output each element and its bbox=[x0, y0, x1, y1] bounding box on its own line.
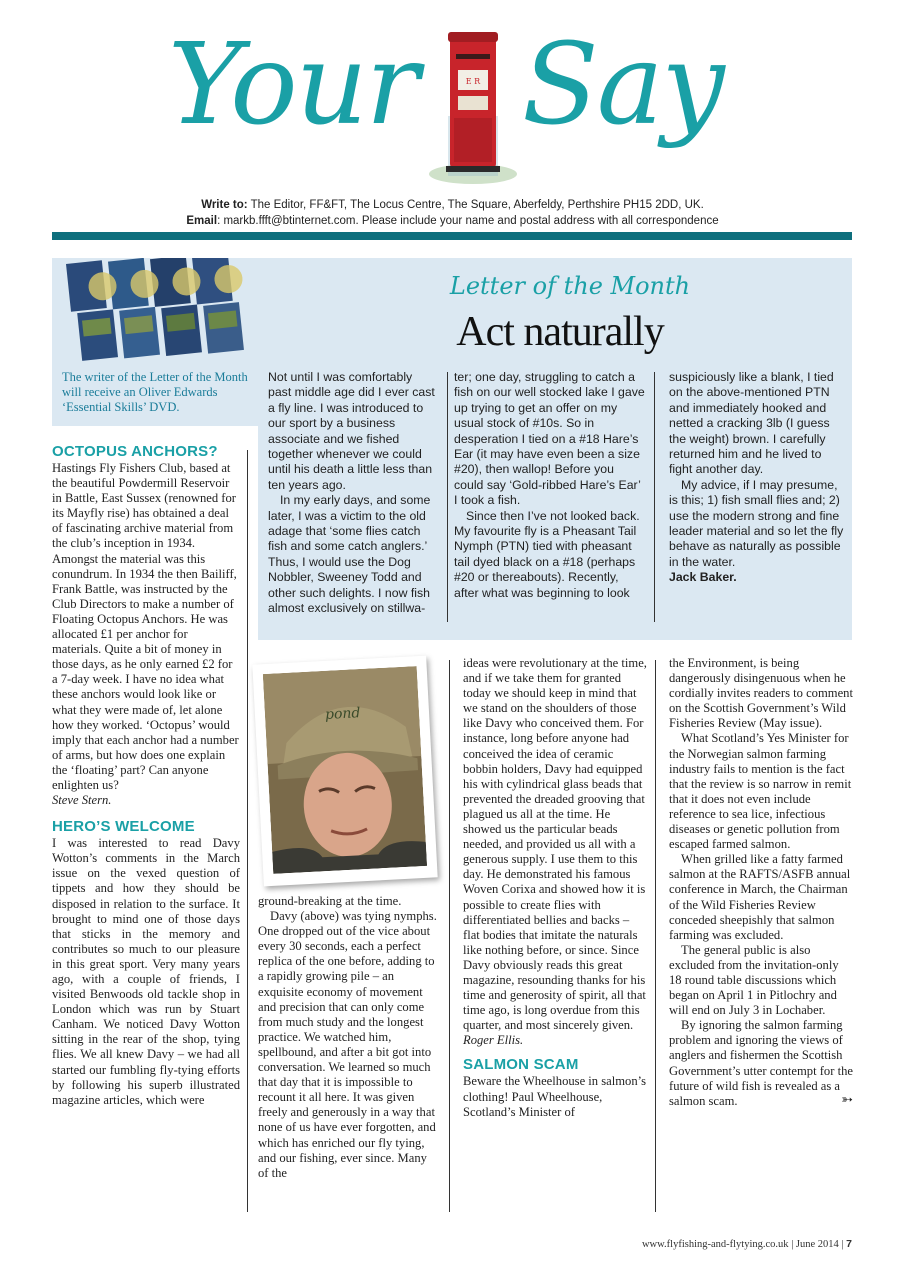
column-rule bbox=[654, 372, 655, 622]
letter-of-month-label: Letter of the Month bbox=[449, 272, 691, 300]
masthead-title-your: Your bbox=[168, 20, 418, 150]
footer-url: www.flyfishing-and-flytying.co.uk bbox=[641, 1239, 789, 1250]
octopus-signature: Steve Stern. bbox=[52, 793, 112, 808]
lotm-column-2 bbox=[454, 370, 646, 601]
column-rule bbox=[449, 660, 450, 1212]
salmon-column-4 bbox=[669, 656, 853, 1108]
hero-col2-para: Davy (above) was tying nymphs. One dropped out of the vice about every 30 seconds, each a perfect replica of the one before, adding to a rapidly growing pile – an exquisite economy of movement and precision that can only come from much study and the longest practice. We watched him, spellbound, and after a bit got into conversation. We learned so much that day that it is impossible to recount it all here. It was given freely and generously in a way that none of us have ever forgotten, and which has enriched our fly tying, and our fishing, ever since. Many of the bbox=[258, 909, 437, 1180]
footer-sep: | bbox=[841, 1239, 844, 1250]
hero-column-2 bbox=[258, 894, 438, 1181]
column-rule bbox=[247, 450, 248, 1212]
left-column bbox=[52, 443, 240, 1108]
salmon-col4-para: What Scotland’s Yes Minister for the Norwegian salmon farming industry fails to mention is the fact that the review is so narrow in remit that it does not even include reference to sea lice, infectious diseases or genetic pollution from escaped farmed salmon. bbox=[669, 731, 852, 852]
hero-body: I was interested to read Davy Wotton’s comments in the March issue on the vexed question of tippets and how they should be disposed in relation to the surface. It brought to mind one of those days that sticks in the memory and contributes so much to our pleasure in this great sport. Very many years ago, with a couple of friends, I visited Benwoods old tackle shop in London which was run by Stuart Canham. We noticed Davy Wotton sitting in the rear of the shop, tying flies. We all knew Davy – we had all started our fumbling fly-tying efforts by following his superb illustrated magazine articles, which were bbox=[52, 836, 240, 1107]
postbox-illustration bbox=[428, 26, 518, 186]
hero-signature: Roger Ellis. bbox=[463, 1033, 524, 1048]
email-label: Email bbox=[186, 215, 218, 227]
hero-col2-para: ground-breaking at the time. bbox=[258, 894, 402, 908]
davy-wotton-photo bbox=[263, 666, 427, 874]
lotm-col1-para: Not until I was comfortably past middle age did I ever cast a fly line. I was introduced to our sport by a business associate and we fished together whenever we could until his death a little less than ten years ago. bbox=[268, 370, 435, 492]
salmon-heading: SALMON SCAM bbox=[463, 1056, 579, 1074]
lotm-col3-para: My advice, if I may presume, is this; 1) fish small flies and; 2) use the modern strong and fine leader material and so let the fly behave as naturally as possible in the water. bbox=[669, 477, 844, 569]
dvd-stack-image bbox=[52, 258, 258, 368]
salmon-col4-para: the Environment, is being dangerously disingenuous when he cordially invites readers to comment on the Scottish Government’s Wild Fisheries Review (May issue). bbox=[669, 656, 853, 731]
page-footer bbox=[560, 1238, 852, 1250]
lotm-col1-para: In my early days, and some later, I was a victim to the old adage that ‘some flies catch fish and some catch anglers.’ Thus, I would use the Dog Nobbler, Sweeney Todd and other such delights. I now fish almost exclusively on stillwa- bbox=[268, 493, 431, 616]
lotm-col3-para: suspiciously like a blank, I tied on the above-mentioned PTN and immediately hooked and netted a cracking 3lb (I guess the weight) brown. I carefully returned him and he lived to fight another day. bbox=[669, 370, 834, 477]
header-rule bbox=[52, 232, 852, 240]
octopus-heading: OCTOPUS ANCHORS? bbox=[52, 443, 218, 460]
hero-col3-para: ideas were revolutionary at the time, and if we take them for granted today we should keep in mind that we stand on the shoulders of those like Davy who conceived them. For instance, long before anyone had conceived the idea of ceramic bobbin holders, Davy had equipped his with cylindrical glass beads that prevented the dreaded grooving that plagued us all at the time. He showed us the particular beads needed, and provided us all with a generous supply. I use them to this day. He demonstrated his famous Woven Corixa and showed how it is possible to create flies with differentiated bellies and backs – flat bodies that imitate the naturals like nothing before, or since. Since Davy obviously reads this great magazine, resounding thanks for his time and generosity of spirit, all that time ago, is long overdue from this quarter, and most sincerely given. bbox=[463, 656, 647, 1033]
footer-sep: | bbox=[791, 1239, 794, 1250]
email-text: : markb.ffft@btinternet.com. Please include your name and postal address with all correspondence bbox=[217, 215, 719, 227]
footer-issue: June 2014 bbox=[795, 1239, 839, 1250]
dvd-caption: The writer of the Letter of the Month will receive an Oliver Edwards ‘Essential Skills’ DVD. bbox=[62, 370, 248, 414]
middle-right-column bbox=[463, 656, 648, 1120]
lotm-column-3 bbox=[669, 370, 844, 586]
salmon-col4-para: By ignoring the salmon farming problem and ignoring the views of anglers and fishermen the Scottish Government’s utter contempt for the future of wild fish is revealed as a salmon scam. bbox=[669, 1018, 853, 1108]
octopus-body: Hastings Fly Fishers Club, based at the beautiful Powdermill Reservoir in Battle, East Sussex (renowned for its Mayfly rise) has obtained a deal of fascinating archive material from the club’s inception in 1934. Amongst the material was this conundrum. In 1934 the then Bailiff, Frank Battle, was instructed by the Club Directors to make a number of Floating Octopus Anchors. He was allocated £1 per anchor for materials. Quite a bit of money in those days, as he only earned £2 for a 7-day week. I have no idea what these anchors would look like or what they were made of, let alone how they worked. ‘Octopus’ would imply that each anchor had a number of arms, but how does one explain the ‘floating’ part? Can anyone enlighten us? bbox=[52, 461, 239, 792]
salmon-col4-para: The general public is also excluded from the invitation-only 18 round table discussions which began on April 1 in Pitlochry and will end on July 3 in Lochaber. bbox=[669, 942, 839, 1018]
svg-text:pond: pond bbox=[324, 705, 361, 723]
page-number: 7 bbox=[846, 1238, 852, 1250]
lotm-column-1 bbox=[268, 370, 438, 617]
column-rule bbox=[447, 372, 448, 622]
write-to-address: The Editor, FF&FT, The Locus Centre, The Square, Aberfeldy, Perthshire PH15 2DD, UK. bbox=[250, 199, 704, 211]
lotm-signature: Jack Baker. bbox=[669, 570, 737, 585]
svg-text:E R: E R bbox=[465, 77, 481, 86]
column-rule bbox=[655, 660, 656, 1212]
masthead-title-say: Say bbox=[522, 20, 723, 150]
salmon-col4-para: When grilled like a fatty farmed salmon at the RAFTS/ASFB annual conference in March, the Chairman of the Wild Fisheries Review conceded sheepishly that salmon farming was excluded. bbox=[669, 852, 851, 942]
hero-heading: HERO’S WELCOME bbox=[52, 818, 195, 836]
letter-headline: Act naturally bbox=[456, 309, 664, 355]
continue-arrow-icon: ➳ bbox=[841, 1092, 853, 1108]
write-to-block bbox=[0, 197, 905, 229]
lotm-col2-para: Since then I’ve not looked back. My favourite fly is a Pheasant Tail Nymph (PTN) tied with pheasant tail dyed black on a #18 (perhaps #20 or thereabouts). Recently, after what was beginning to look bbox=[454, 508, 640, 600]
salmon-body: Beware the Wheelhouse in salmon’s clothing! Paul Wheelhouse, Scotland’s Minister of bbox=[463, 1074, 647, 1119]
lotm-col2-para: ter; one day, struggling to catch a fish on our well stocked lake I gave up trying to get an offer on my usual stock of #10s. So in desperation I tied on a #18 Hare’s Ear (it may have even been a size #20), then wallop! Before you could say ‘Gold-ribbed Hare’s Ear’ I took a fish. bbox=[454, 370, 645, 508]
photo-frame bbox=[252, 656, 437, 887]
write-to-label: Write to: bbox=[201, 199, 248, 211]
